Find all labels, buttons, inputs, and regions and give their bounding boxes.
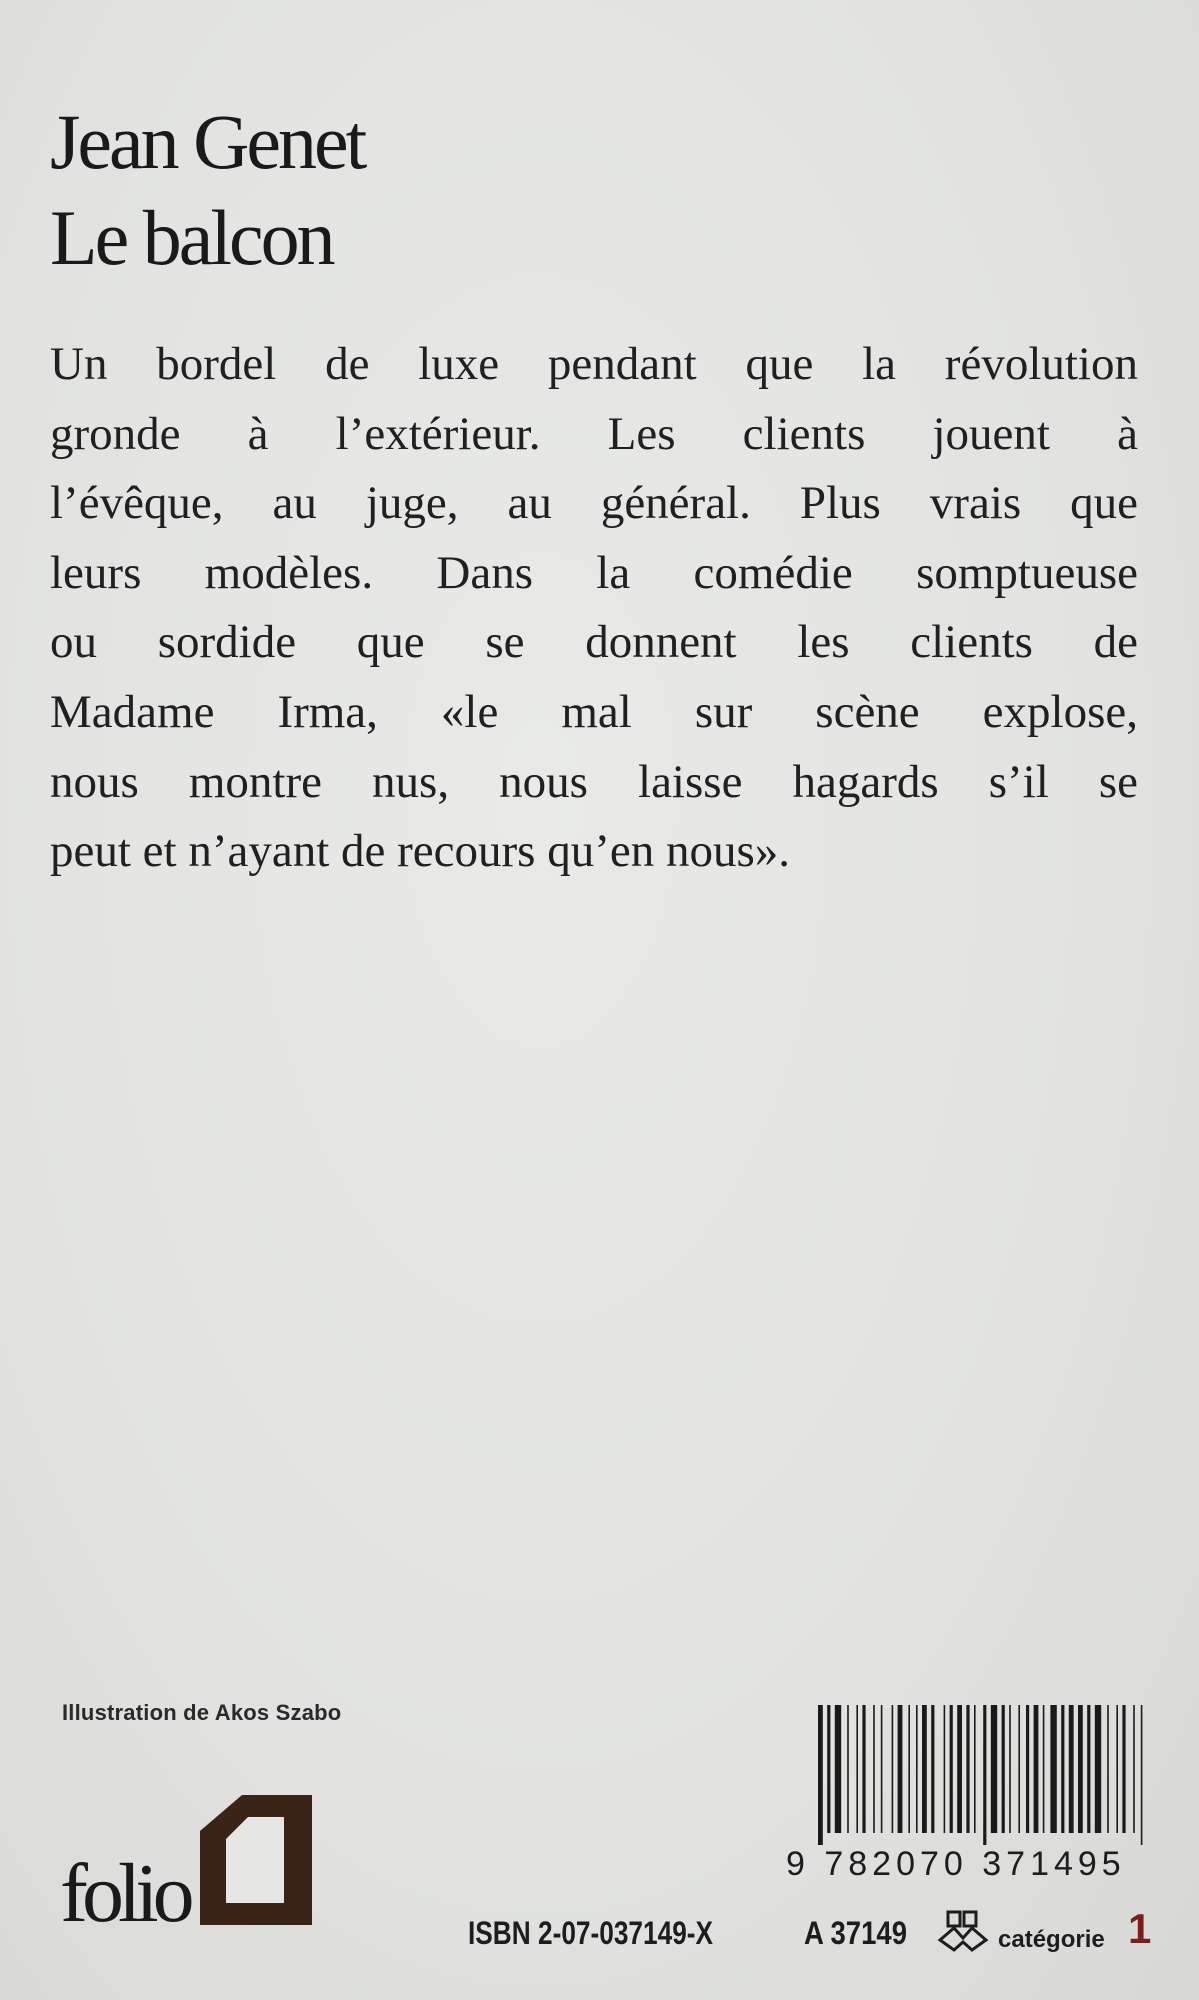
barcode-bar [862, 1705, 865, 1833]
illustration-credit: Illustration de Akos Szabo [62, 1700, 342, 1725]
barcode-bar [957, 1705, 962, 1833]
barcode-bar [1026, 1705, 1029, 1833]
folio-logo-mark [200, 1795, 312, 1925]
barcode-bar [931, 1705, 934, 1833]
barcode-bar [950, 1705, 953, 1833]
blurb-line: peut et n’ayant de recours qu’en nous». [50, 825, 790, 878]
barcode-bar [1107, 1705, 1109, 1833]
barcode-bar [1122, 1705, 1125, 1833]
barcode-bar [856, 1705, 858, 1833]
barcode-bar [1141, 1705, 1143, 1845]
barcode-bar [1087, 1705, 1090, 1833]
category-label: catégorie [998, 1926, 1105, 1953]
folio-logo-text: folio [60, 1847, 189, 1940]
price-category-icon [936, 1908, 990, 1952]
blurb-line: leurs modèles. Dans la comédie somptueuse [50, 546, 1138, 599]
catalog-code: A 37149 [804, 1915, 908, 1951]
blurb-line: ou sordide que se donnent les clients de [50, 616, 1138, 669]
barcode-bar [991, 1705, 997, 1833]
barcode-digits: 9 782070 371495 [786, 1845, 1126, 1883]
barcode-bar [908, 1705, 910, 1833]
barcode [816, 1705, 1146, 1845]
blurb-line: Un bordel de luxe pendant que la révolution [50, 338, 1138, 390]
barcode-bar [818, 1705, 823, 1845]
barcode-bar [1061, 1705, 1064, 1833]
blurb-line: l’évêque, au juge, au général. Plus vrais que [50, 477, 1138, 530]
barcode-bar [1078, 1705, 1083, 1833]
barcode-bar [922, 1705, 927, 1833]
barcode-bar [835, 1705, 841, 1833]
barcode-bar [974, 1705, 976, 1833]
blurb [50, 330, 1138, 887]
blurb-line: Madame Irma, «le mal sur scène explose, [50, 685, 1138, 738]
barcode-bar [966, 1705, 969, 1833]
barcode-bar [892, 1705, 894, 1833]
barcode-bar [827, 1705, 830, 1833]
category-number: 1 [1128, 1905, 1152, 1952]
barcode-bar [1043, 1705, 1045, 1833]
barcode-bar [1009, 1705, 1011, 1833]
book-title: Le balcon [50, 194, 333, 281]
barcode-bar [1018, 1705, 1020, 1833]
barcode-bar [1069, 1705, 1074, 1833]
barcode-bar [847, 1705, 849, 1833]
barcode-bar [873, 1705, 875, 1833]
barcode-bar [983, 1705, 986, 1845]
barcode-bar [916, 1705, 918, 1833]
barcode-bar [898, 1705, 903, 1833]
barcode-bar [1050, 1705, 1056, 1833]
isbn: ISBN 2-07-037149-X [468, 1915, 714, 1951]
author-name: Jean Genet [50, 98, 365, 185]
barcode-bar [944, 1705, 946, 1833]
barcode-bar [881, 1705, 883, 1833]
barcode-bar [1133, 1705, 1135, 1833]
barcode-bar [1034, 1705, 1039, 1833]
barcode-bar [1002, 1705, 1005, 1833]
blurb-line: nous montre nus, nous laisse hagards s’il se [50, 755, 1138, 808]
blurb-line: gronde à l’extérieur. Les clients jouent à [50, 407, 1138, 460]
barcode-bar [1095, 1705, 1101, 1833]
barcode-bar [1116, 1705, 1118, 1833]
